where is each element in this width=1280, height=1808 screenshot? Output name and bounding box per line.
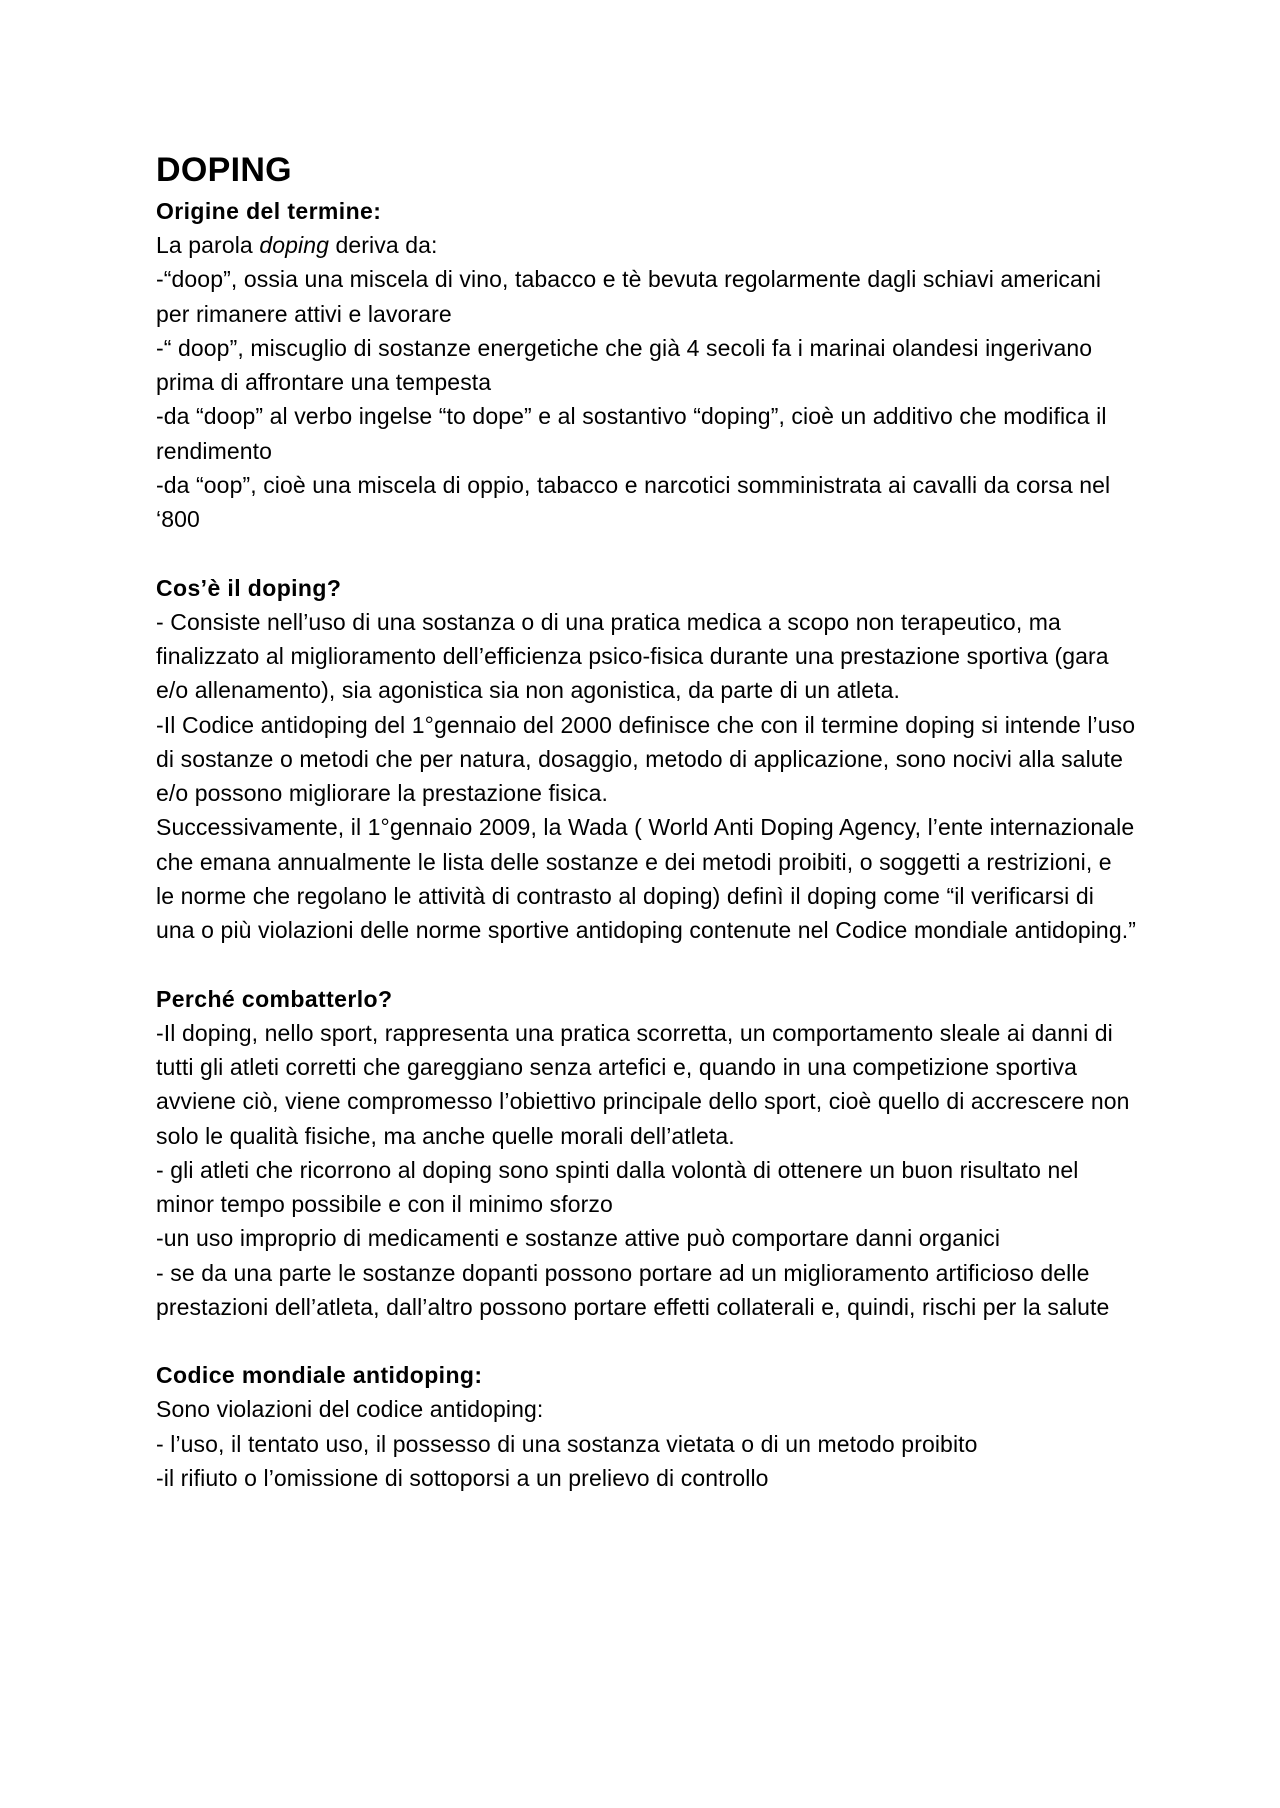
- paragraph: Sono violazioni del codice antidoping:: [156, 1396, 544, 1423]
- section-heading: Cos’è il doping?: [156, 574, 342, 601]
- paragraph: Successivamente, il 1°gennaio 2009, la Wada ( World Anti Doping Agency, l’ente internazionale che emana annualmente le lista delle sostanze e dei metodi proibiti, o soggetti a restrizioni, e le norme che regolano le attività di contrasto al doping) definì il doping come “il verificarsi di una o più violazioni delle norme sportive antidoping contenute nel Codice mondiale antidoping.”: [156, 814, 1136, 944]
- section-heading: Codice mondiale antidoping:: [156, 1362, 483, 1389]
- section-spacer: [156, 948, 1136, 982]
- section-spacer: [156, 537, 1136, 571]
- paragraph: -“doop”, ossia una miscela di vino, tabacco e tè bevuta regolarmente dagli schiavi americani per rimanere attivi e lavorare: [156, 266, 1102, 327]
- section-cos-e-doping: [156, 571, 1136, 948]
- paragraph: -“ doop”, miscuglio di sostanze energetiche che già 4 secoli fa i marinai olandesi ingerivano prima di affrontare una tempesta: [156, 334, 1093, 396]
- paragraph: - se da una parte le sostanze dopanti possono portare ad un miglioramento artificioso delle prestazioni dell’atleta, dall’altro possono portare effetti collaterali e, quindi, rischi per la salute: [156, 1259, 1110, 1321]
- document-page: [156, 150, 1136, 1495]
- section-spacer: [156, 1324, 1136, 1358]
- section-heading: Perché combatterlo?: [156, 985, 393, 1012]
- intro-line: [156, 228, 1136, 262]
- paragraph: -da “doop” al verbo ingelse “to dope” e al sostantivo “doping”, cioè un additivo che modifica il rendimento: [156, 403, 1107, 464]
- intro-text-after: deriva da:: [328, 232, 438, 258]
- section-origine: [156, 194, 1136, 537]
- intro-italic-term: doping: [259, 232, 329, 258]
- section-codice-mondiale: [156, 1358, 1136, 1495]
- paragraph: -da “oop”, cioè una miscela di oppio, tabacco e narcotici somministrata ai cavalli da corsa nel ‘800: [156, 472, 1111, 533]
- section-heading: Origine del termine:: [156, 198, 382, 224]
- paragraph: -il rifiuto o l’omissione di sottoporsi a un prelievo di controllo: [156, 1464, 769, 1491]
- paragraph: -un uso improprio di medicamenti e sostanze attive può comportare danni organici: [156, 1225, 1001, 1252]
- document-title: DOPING: [156, 151, 292, 189]
- paragraph: - gli atleti che ricorrono al doping sono spinti dalla volontà di ottenere un buon risultato nel minor tempo possibile e con il minimo sforzo: [156, 1156, 1079, 1218]
- intro-text-before: La parola: [156, 232, 260, 258]
- paragraph: -Il doping, nello sport, rappresenta una pratica scorretta, un comportamento sleale ai danni di tutti gli atleti corretti che gareggiano senza artefici e, quando in una competizione sportiva avviene ciò, viene compromesso l’obiettivo principale dello sport, cioè quello di accrescere non solo le qualità fisiche, ma anche quelle morali dell’atleta.: [156, 1019, 1130, 1149]
- paragraph: - Consiste nell’uso di una sostanza o di una pratica medica a scopo non terapeutico, ma finalizzato al miglioramento dell’efficienza psico-fisica durante una prestazione sportiva (gara e/o allenamento), sia agonistica sia non agonistica, da parte di un atleta.: [156, 608, 1109, 704]
- section-perche-combatterlo: [156, 982, 1136, 1325]
- paragraph: - l’uso, il tentato uso, il possesso di una sostanza vietata o di un metodo proibito: [156, 1430, 978, 1457]
- paragraph: -Il Codice antidoping del 1°gennaio del 2000 definisce che con il termine doping si intende l’uso di sostanze o metodi che per natura, dosaggio, metodo di applicazione, sono nocivi alla salute e/o possono migliorare la prestazione fisica.: [156, 711, 1136, 807]
